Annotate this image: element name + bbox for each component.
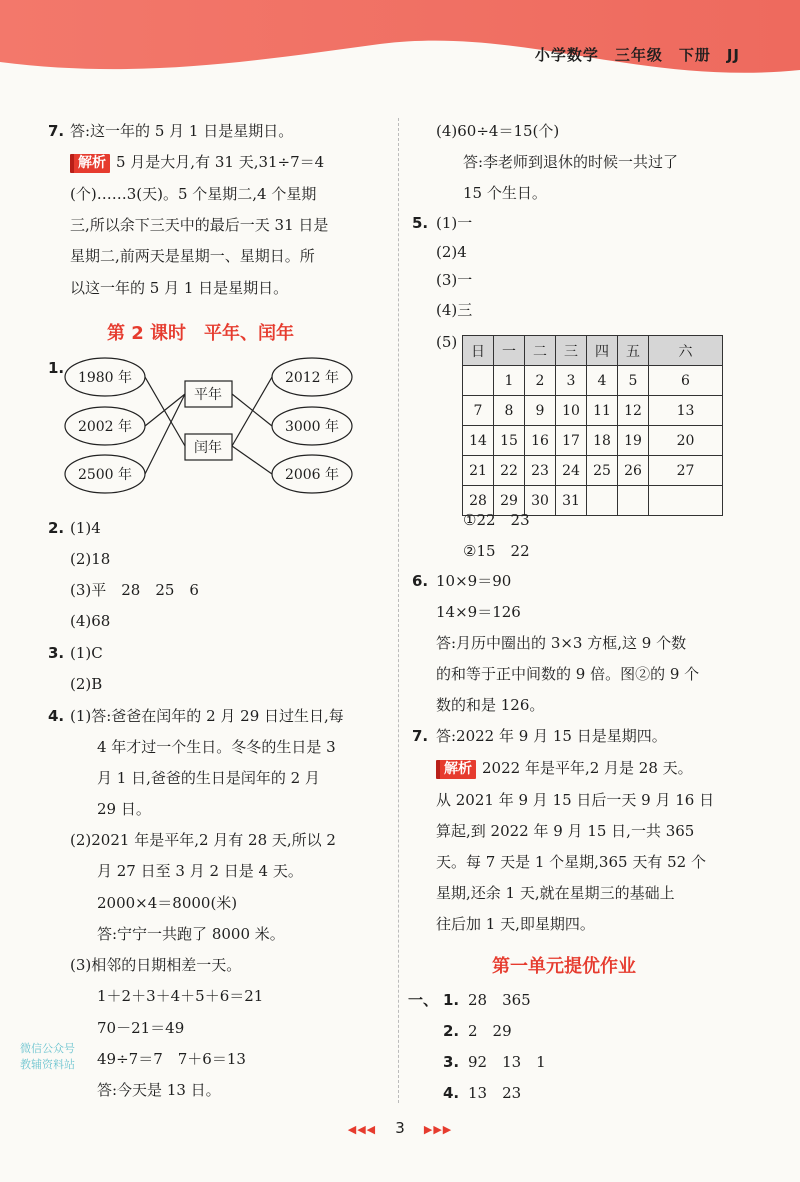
calendar-week-row	[463, 456, 723, 486]
q6-line: 数的和是 126。	[436, 696, 545, 714]
match-line	[145, 394, 185, 426]
q7-analysis-line: 解析 5 月是大月,有 31 天,31÷7＝4	[70, 152, 324, 173]
day-cell: 1	[494, 366, 525, 396]
day-cell: 22	[494, 456, 525, 486]
q5-line: (1)一	[436, 214, 473, 232]
day-cell: 17	[556, 426, 587, 456]
day-cell	[587, 486, 618, 516]
q7-number: 7.	[48, 122, 65, 140]
match-line	[232, 377, 272, 446]
unit-item-number: 3.	[443, 1053, 460, 1071]
q7-analysis-line: 以这一年的 5 月 1 日是星期日。	[70, 279, 289, 297]
unit-item-answer: 92 13 1	[468, 1053, 546, 1071]
q4-line: 答:今天是 13 日。	[97, 1081, 221, 1099]
q2-line: (3)平 28 25 6	[70, 581, 199, 599]
q5-number: 5.	[412, 214, 429, 232]
day-cell: 20	[649, 426, 723, 456]
unit-item-number: 2.	[443, 1022, 460, 1040]
q4-line: 1＋2＋3＋4＋5＋6＝21	[97, 987, 264, 1005]
day-cell: 8	[494, 396, 525, 426]
leap-year-matching-diagram	[60, 350, 370, 500]
weekday-header: 二	[525, 336, 556, 366]
q7r-analysis-line: 往后加 1 天,即星期四。	[436, 915, 595, 933]
q7r-analysis-line: 算起,到 2022 年 9 月 15 日,一共 365	[436, 822, 695, 840]
page-footer	[0, 1118, 800, 1137]
calendar-header-row	[463, 336, 723, 366]
unit-item-number: 1.	[443, 991, 460, 1009]
day-cell: 28	[463, 486, 494, 516]
year-label: 2006 年	[284, 467, 340, 483]
q3-number: 3.	[48, 644, 65, 662]
q7-analysis-line: 三,所以余下三天中的最后一天 31 日是	[70, 216, 329, 234]
month-calendar	[462, 335, 723, 516]
day-cell: 23	[525, 456, 556, 486]
match-line	[145, 394, 185, 474]
day-cell: 4	[587, 366, 618, 396]
year-label: 2002 年	[77, 419, 133, 435]
q3-line: (2)B	[70, 675, 103, 693]
day-cell: 13	[649, 396, 723, 426]
day-cell	[618, 486, 649, 516]
common-year-label: 平年	[194, 387, 222, 403]
day-cell: 21	[463, 456, 494, 486]
year-label: 3000 年	[284, 419, 340, 435]
weekday-header: 一	[494, 336, 525, 366]
match-line	[232, 446, 272, 474]
q4-line: 29 日。	[97, 800, 151, 818]
year-label: 1980 年	[77, 370, 133, 386]
q2-line: (2)18	[70, 550, 111, 568]
day-cell: 30	[525, 486, 556, 516]
column-divider	[398, 118, 399, 1103]
q5-calendar-label: (5)	[436, 333, 458, 351]
series-label: 小学数学 三年级 下册 JJ	[534, 46, 740, 64]
year-label: 2500 年	[77, 467, 133, 483]
q4-line: 49÷7＝7 7＋6＝13	[97, 1050, 246, 1068]
q4-line: (3)相邻的日期相差一天。	[70, 956, 242, 974]
day-cell: 26	[618, 456, 649, 486]
watermark-text: 教辅资料站	[20, 1058, 75, 1071]
day-cell	[463, 366, 494, 396]
day-cell: 11	[587, 396, 618, 426]
q7-analysis-line: (个)……3(天)。5 个星期二,4 个星期	[70, 185, 317, 203]
day-cell: 9	[525, 396, 556, 426]
lesson-title: 第 2 课时 平年、闰年	[107, 323, 295, 344]
q7r-analysis-line: 解析 2022 年是平年,2 月是 28 天。	[436, 758, 693, 779]
analysis-tag: 解析	[70, 154, 110, 173]
day-cell: 25	[587, 456, 618, 486]
unit-item-answer: 2 29	[468, 1022, 512, 1040]
day-cell: 29	[494, 486, 525, 516]
day-cell: 7	[463, 396, 494, 426]
day-cell: 3	[556, 366, 587, 396]
q4-line: 2000×4＝8000(米)	[97, 894, 238, 912]
q6-line: 答:月历中圈出的 3×3 方框,这 9 个数	[436, 634, 687, 652]
q2-line: (1)4	[70, 519, 101, 537]
weekday-header: 五	[618, 336, 649, 366]
calendar-week-row	[463, 426, 723, 456]
next-arrows-icon: ▶▶▶	[423, 1123, 453, 1136]
watermark-text: 微信公众号	[20, 1042, 75, 1055]
q4-line: 答:宁宁一共跑了 8000 米。	[97, 925, 285, 943]
q4-line: (2)2021 年是平年,2 月有 28 天,所以 2	[70, 831, 336, 849]
weekday-header: 三	[556, 336, 587, 366]
day-cell: 31	[556, 486, 587, 516]
q6-line: 的和等于正中间数的 9 倍。图②的 9 个	[436, 665, 700, 683]
q7-answer: 答:这一年的 5 月 1 日是星期日。	[70, 122, 294, 140]
unit-item-answer: 13 23	[468, 1084, 522, 1102]
q7r-analysis-line: 从 2021 年 9 月 15 日后一天 9 月 16 日	[436, 791, 715, 809]
q4-4-line: 15 个生日。	[463, 184, 547, 202]
day-cell: 10	[556, 396, 587, 426]
day-cell	[649, 486, 723, 516]
q6-number: 6.	[412, 572, 429, 590]
q6-line: 10×9＝90	[436, 572, 512, 590]
day-cell: 14	[463, 426, 494, 456]
q4-line: 月 27 日至 3 月 2 日是 4 天。	[97, 862, 303, 880]
day-cell: 18	[587, 426, 618, 456]
q4-4-line: (4)60÷4＝15(个)	[436, 122, 560, 140]
weekday-header: 日	[463, 336, 494, 366]
q4-line: 4 年才过一个生日。冬冬的生日是 3	[97, 738, 336, 756]
q2-line: (4)68	[70, 612, 111, 630]
q4-line: 月 1 日,爸爸的生日是闰年的 2 月	[97, 769, 320, 787]
prev-arrows-icon: ◀◀◀	[347, 1123, 377, 1136]
unit-item-answer: 28 365	[468, 991, 531, 1009]
q5-line: (4)三	[436, 301, 473, 319]
q7r-answer: 答:2022 年 9 月 15 日是星期四。	[436, 727, 667, 745]
q4-number: 4.	[48, 707, 65, 725]
day-cell: 16	[525, 426, 556, 456]
weekday-header: 六	[649, 336, 723, 366]
q7r-analysis-line: 星期,还余 1 天,就在星期三的基础上	[436, 884, 675, 902]
day-cell: 19	[618, 426, 649, 456]
q2-number: 2.	[48, 519, 65, 537]
analysis-tag: 解析	[436, 760, 476, 779]
day-cell: 6	[649, 366, 723, 396]
day-cell: 27	[649, 456, 723, 486]
calendar-week-row	[463, 366, 723, 396]
q7r-number: 7.	[412, 727, 429, 745]
unit-title: 第一单元提优作业	[492, 956, 636, 977]
day-cell: 2	[525, 366, 556, 396]
q5-extra-answer: ②15 22	[463, 542, 530, 560]
unit-item-number: 4.	[443, 1084, 460, 1102]
unit-lead: 一、	[408, 991, 439, 1009]
header-band	[0, 0, 800, 80]
q4-line: 70－21＝49	[97, 1019, 185, 1037]
weekday-header: 四	[587, 336, 618, 366]
match-line	[232, 394, 272, 426]
q4-line: (1)答:爸爸在闰年的 2 月 29 日过生日,每	[70, 707, 344, 725]
q7-analysis-line: 星期二,前两天是星期一、星期日。所	[70, 247, 315, 265]
year-label: 2012 年	[284, 370, 340, 386]
q5-extra-answer: ①22 23	[463, 511, 530, 529]
q5-line: (3)一	[436, 271, 473, 289]
q7r-analysis-line: 天。每 7 天是 1 个星期,365 天有 52 个	[436, 853, 706, 871]
q4-4-line: 答:李老师到退休的时候一共过了	[463, 153, 679, 171]
day-cell: 24	[556, 456, 587, 486]
leap-year-label: 闰年	[194, 440, 222, 456]
calendar-week-row	[463, 396, 723, 426]
day-cell: 5	[618, 366, 649, 396]
q1-number: 1.	[48, 359, 65, 377]
page-number: 3	[395, 1119, 405, 1137]
match-line	[145, 377, 185, 446]
q5-line: (2)4	[436, 243, 467, 261]
q3-line: (1)C	[70, 644, 103, 662]
day-cell: 15	[494, 426, 525, 456]
q6-line: 14×9＝126	[436, 603, 521, 621]
day-cell: 12	[618, 396, 649, 426]
